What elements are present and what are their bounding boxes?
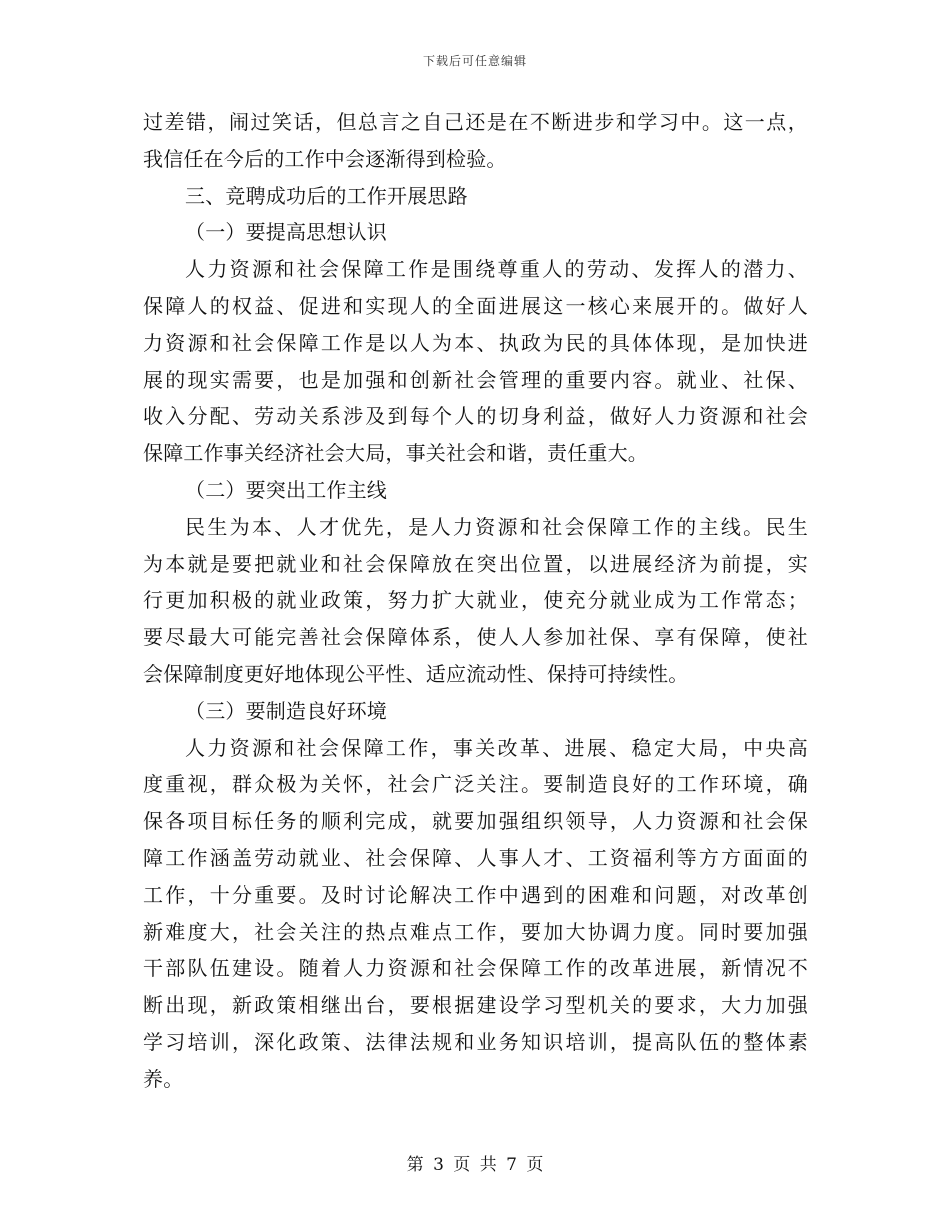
document-body — [143, 104, 808, 1098]
text-line: 为本就是要把就业和社会保障放在突出位置，以进展经济为前提，实 — [143, 551, 808, 576]
text-line: 工作，十分重要。及时讨论解决工作中遇到的困难和问题，对改革创 — [143, 882, 808, 907]
text-line: 民生为本、人才优先，是人力资源和社会保障工作的主线。民生 — [185, 514, 808, 539]
text-line: 人力资源和社会保障工作，事关改革、进展、稳定大局，中央高 — [185, 735, 808, 760]
text-line: 障工作涵盖劳动就业、社会保障、人事人才、工资福利等方方面面的 — [143, 845, 808, 870]
text-line: 行更加积极的就业政策，努力扩大就业，使充分就业成为工作常态； — [143, 588, 808, 613]
subsection-heading: （三）要制造良好环境 — [185, 698, 387, 723]
subsection-heading: （二）要突出工作主线 — [185, 477, 387, 502]
page-number: 第 3 页 共 7 页 — [406, 1155, 544, 1175]
text-line: 保障人的权益、促进和实现人的全面进展这一核心来展开的。做好人 — [143, 293, 808, 318]
text-line: 度重视，群众极为关怀，社会广泛关注。要制造良好的工作环境，确 — [143, 772, 808, 797]
text-line: 保障工作事关经济社会大局，事关社会和谐，责任重大。 — [143, 441, 648, 466]
page-header: 下载后可任意编辑 — [422, 54, 527, 68]
text-line: 会保障制度更好地体现公平性、适应流动性、保持可持续性。 — [143, 661, 689, 686]
text-line: 干部队伍建设。随着人力资源和社会保障工作的改革进展，新情况不 — [143, 956, 808, 981]
subsection-heading: （一）要提高思想认识 — [185, 220, 387, 245]
text-line: 断出现，新政策相继出台，要根据建设学习型机关的要求，大力加强 — [143, 993, 808, 1018]
text-line: 力资源和社会保障工作是以人为本、执政为民的具体体现，是加快进 — [143, 330, 808, 355]
section-heading: 三、竞聘成功后的工作开展思路 — [185, 183, 468, 208]
text-line: 展的现实需要，也是加强和创新社会管理的重要内容。就业、社保、 — [143, 367, 808, 392]
text-line: 保各项目标任务的顺利完成，就要加强组织领导，人力资源和社会保 — [143, 809, 808, 834]
text-line: 要尽最大可能完善社会保障体系，使人人参加社保、享有保障，使社 — [143, 625, 808, 650]
text-line: 学习培训，深化政策、法律法规和业务知识培训，提高队伍的整体素 — [143, 1029, 808, 1054]
text-line: 过差错，闹过笑话，但总言之自己还是在不断进步和学习中。这一点， — [143, 110, 808, 134]
text-line: 新难度大，社会关注的热点难点工作，要加大协调力度。同时要加强 — [143, 919, 808, 944]
text-line: 收入分配、劳动关系涉及到每个人的切身利益，做好人力资源和社会 — [143, 404, 808, 429]
text-line: 人力资源和社会保障工作是围绕尊重人的劳动、发挥人的潜力、 — [185, 257, 808, 282]
text-line: 养。 — [143, 1066, 184, 1091]
text-line: 我信任在今后的工作中会逐渐得到检验。 — [143, 146, 507, 171]
